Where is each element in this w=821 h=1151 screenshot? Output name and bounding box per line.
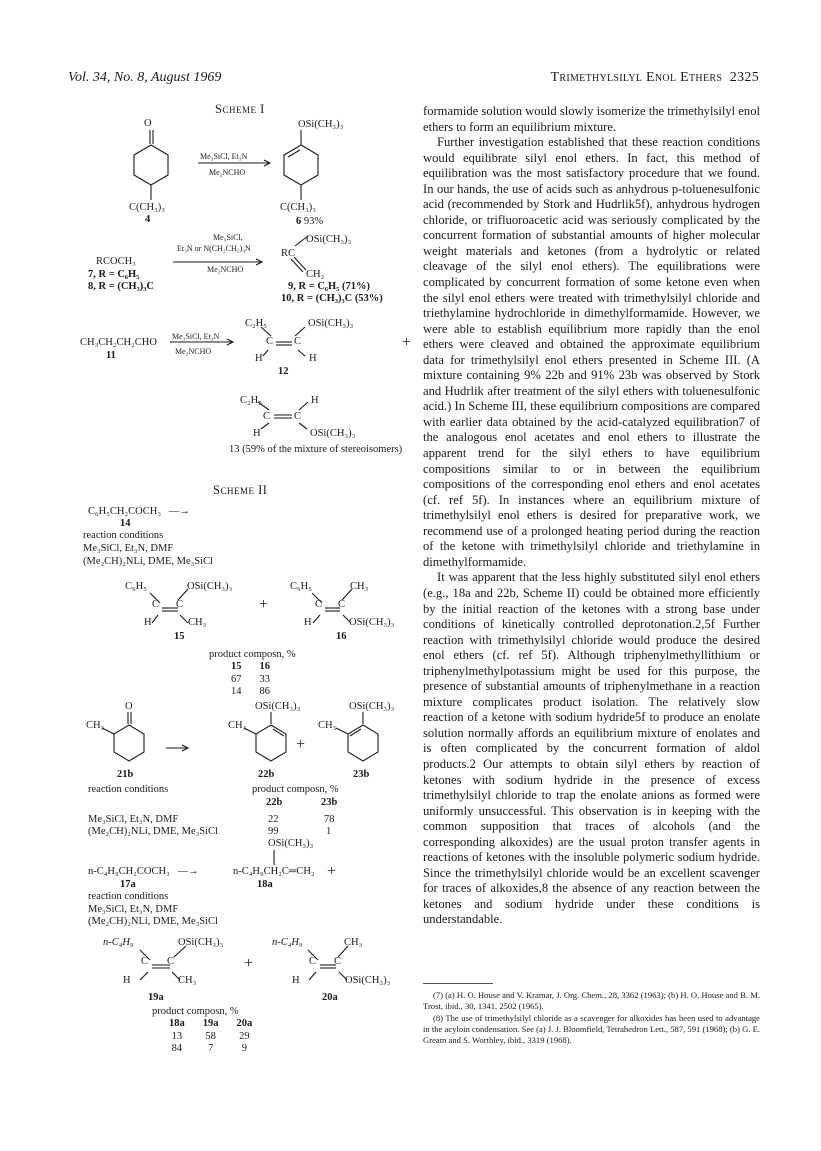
alkene-13-h-bottom: H — [253, 428, 261, 439]
table-cell: 67 — [231, 673, 242, 685]
ketone-14 — [88, 506, 190, 518]
table-cell: 29 — [239, 1030, 250, 1042]
alkene-15-carbon-2: C — [176, 599, 184, 610]
compound-14-number: 14 — [120, 518, 131, 529]
compound-6-number: 6 — [296, 216, 302, 227]
ketone-14-formula: C₆H₅CH₂COCH₃ — [88, 506, 161, 517]
enol-ether-18a-osi: OSi(CH₃)₃ — [268, 838, 314, 849]
alkene-13-osi: OSi(CH₃)₃ — [310, 428, 356, 439]
alkene-19a-h: H — [123, 975, 131, 986]
table-head-23b: 23b — [321, 797, 338, 808]
plus-sign-15-16: + — [259, 596, 269, 613]
alkene-13-h-top: H — [311, 395, 319, 406]
compound-19a-number: 19a — [148, 992, 164, 1003]
table-cell: 22 — [268, 814, 279, 825]
condition-a-2: (Me₂CH)₂NLi, DME, Me₃SiCl — [83, 556, 213, 567]
plus-sign-scheme1: + — [402, 334, 412, 351]
enol-ether-22b-osi: OSi(CH₃)₃ — [255, 701, 301, 712]
table-cell: 33 — [259, 673, 270, 685]
alkene-20a-osi: OSi(CH₃)₃ — [345, 975, 391, 986]
alkene-12-carbon-1: C — [266, 336, 274, 347]
enol-ether-18a: n-C₄H₉CH₂C═CH₂ — [233, 866, 315, 877]
table-head-cell: 19a — [202, 1018, 219, 1029]
scheme-1-reagents-3-top: Me₃SiCl, Et₃N — [172, 332, 220, 341]
table-cell: 13 — [171, 1030, 183, 1042]
alkene-19a-carbon-1: C — [141, 956, 149, 967]
composition-table-18a-19a-20a — [160, 1018, 261, 1056]
alkene-20a-h: H — [292, 975, 300, 986]
alkene-12-carbon-2: C — [294, 336, 302, 347]
reaction-conditions-heading-c: reaction conditions — [88, 891, 169, 902]
vinyl-ether-osi: OSi(CH₃)₃ — [306, 234, 352, 245]
composition-table-15-16 — [222, 661, 279, 699]
compound-4-number: 4 — [145, 214, 151, 225]
table-cell: 7 — [208, 1043, 214, 1054]
product-composition-heading-a: product composn, % — [209, 649, 296, 660]
ketone-21b-methyl: CH₃ — [86, 720, 105, 731]
compound-6-label — [296, 216, 323, 228]
compound-15-number: 15 — [174, 631, 185, 642]
condition-c-2: (Me₂CH)₂NLi, DME, Me₃SiCl — [88, 916, 218, 927]
table-cell: 9 — [241, 1043, 247, 1054]
enol-ether-6-substituent-bottom: C(CH₃)₃ — [280, 202, 316, 213]
body-paragraph-2: Further investigation established that these reaction conditions would equilibrate silyl enol ethers. In fact, this method of equilibration was the most satisfactory procedure that we found. In our hands, the use of acids such as anhydrous p-toluenesulfonic acid (recommended by Stork and Hudrlik5f), anhydrous hydrogen chloride, or trifluoroacetic acid was seriously complicated by the concurrent formation of substantial amounts of higher molecular weight materials and ketones (from a hydrolytic or related cleavage of the silyl enol ethers). The equilibrations were complicated by concurrent formation of some ketone even when the silyl enol ethers were treated with trimethylsilyl chloride and triethylamine hydrochloride in dimethylformamide. However, we were able to establish equilibrium more rapidly than the enol ethers were cleaved and obtained the approximate equilibrium data for trimethylsilyl enol ethers presented in Scheme III. (A mixture containing 9% 22b and 91% 23b was observed by Stork and Hudrlik after treatment of the silyl ethers with toluenesulfonic acid.) In Scheme III, these equilibrium compositions are compared with earlier data obtained by the acid-catalyzed equilibration7 of the analogous enol acetates and enol ethers to illustrate the apparent trend for the silyl ethers to have equilibrium compositions similar to or in between the equilibrium compositions of the corresponding enol ethers and enol acetates (cf. ref 5f). In instances where an equilibrium mixture of trimethylsilyl enol ethers is desired for preparative work, we recommend use of a prolonged heating period during the reaction of the ketone with trimethylsilyl chloride and triethylamine in dimethylformamide. — [423, 135, 760, 569]
footnote-rule — [423, 983, 493, 984]
alkene-19a-osi: OSi(CH₃)₃ — [178, 937, 224, 948]
enol-ether-23b-methyl: CH₃ — [318, 720, 337, 731]
alkene-12-ethyl: C₂H₅ — [245, 318, 267, 329]
reaction-conditions-heading-a: reaction conditions — [83, 530, 164, 541]
scheme-1-reagents-1-bottom: Me₂NCHO — [209, 168, 246, 177]
table-cell: 58 — [205, 1030, 216, 1042]
table-row — [222, 674, 279, 687]
table-head-22b: 22b — [266, 797, 283, 808]
table-head-cell: 20a — [236, 1018, 253, 1029]
body-paragraph-1: formamide solution would slowly isomerize the trimethylsilyl enol ethers to form an equilibrium mixture. — [423, 104, 760, 134]
alkene-20a-butyl: n-C₄H₉ — [272, 937, 303, 948]
product-composition-heading-c: product composn, % — [152, 1006, 239, 1017]
footnote-8: (8) The use of trimethylsilyl chloride as a scavenger for alkoxides has been used to advantage in the acyloin condensation. See (a) J. J. Bloomfield, Tetrahedron Lett., 587, 591 (1968); (b) G. E. Gream and S. Worthley, ibid., 3319 (1968). — [423, 1013, 760, 1045]
enol-ether-22b-methyl: CH₃ — [228, 720, 247, 731]
condition-b-1: Me₃SiCl, Et₃N, DMF — [88, 814, 179, 825]
table-head-cell: 18a — [169, 1018, 185, 1029]
alkene-19a-carbon-2: C — [167, 956, 175, 967]
alkene-13-ethyl: C₂H₅ — [240, 395, 262, 406]
ketone-rcoch3: RCOCH₃ — [96, 256, 136, 267]
compound-23b-number: 23b — [353, 769, 370, 780]
alkene-16-carbon-2: C — [338, 599, 346, 610]
alkene-19a-butyl: n-C₄H₉ — [103, 937, 134, 948]
table-cell: 84 — [171, 1043, 183, 1054]
compound-18a-number: 18a — [257, 879, 273, 890]
footnote-7: (7) (a) H. O. House and V. Kramar, J. Org. Chem., 28, 3362 (1963); (b) H. O. House and B. M. Trost, ibid., 30, 1341, 2502 (1965). — [423, 990, 760, 1011]
footnotes — [423, 990, 760, 1047]
alkene-16-carbon-1: C — [315, 599, 323, 610]
compound-21b-number: 21b — [117, 769, 134, 780]
condition-b-2: (Me₂CH)₂NLi, DME, Me₃SiCl — [88, 826, 218, 837]
compound-16-number: 16 — [336, 631, 347, 642]
compound-6-yield: 93% — [303, 216, 324, 227]
scheme-1-reagents-2-line3: Me₂NCHO — [207, 265, 244, 274]
running-title: Trimethylsilyl Enol Ethers — [550, 70, 723, 85]
table-cell: 14 — [231, 686, 242, 697]
alkene-16-h: H — [304, 617, 312, 628]
plus-sign-22b-23b: + — [296, 736, 306, 753]
enol-ether-23b-osi: OSi(CH₃)₃ — [349, 701, 395, 712]
alkene-15-phenyl: C₆H₅ — [125, 581, 147, 592]
scheme-1-reagents-2-line1: Me₃SiCl, — [213, 233, 243, 242]
alkene-20a-carbon-2: C — [334, 956, 342, 967]
ketone-17a — [88, 866, 199, 878]
ketone-4-substituent: C(CH₃)₃ — [129, 202, 165, 213]
scheme-1-reagents-1-top: Me₃SiCl, Et₃N — [200, 152, 248, 161]
compound-22b-number: 22b — [258, 769, 275, 780]
table-head-cell: 16 — [259, 661, 270, 672]
table-row — [160, 1031, 261, 1044]
alkene-13-carbon-1: C — [263, 411, 271, 422]
alkene-19a-methyl: CH₃ — [178, 975, 197, 986]
scheme-1-reagents-2-line2: Et₃N or N(CH₂CH₂)₃N — [177, 244, 251, 253]
compound-12-number: 12 — [278, 366, 289, 377]
condition-c-1: Me₃SiCl, Et₃N, DMF — [88, 904, 179, 915]
table-cell: 1 — [326, 826, 332, 837]
reaction-conditions-heading-b: reaction conditions — [88, 784, 169, 795]
compound-8-definition: 8, R = (CH₃)₃C — [88, 281, 154, 292]
compound-10-definition: 10, R = (CH₃)₃C (53%) — [281, 293, 383, 304]
ketone-21b-oxygen: O — [125, 701, 133, 712]
condition-a-1: Me₃SiCl, Et₃N, DMF — [83, 543, 174, 554]
table-header-row — [222, 661, 279, 674]
alkene-16-methyl: CH₃ — [350, 581, 369, 592]
compound-13-caption: 13 (59% of the mixture of stereoisomers) — [229, 444, 403, 455]
alkene-12-h-right: H — [309, 353, 317, 364]
scheme-1-reagents-3-bottom: Me₂NCHO — [175, 347, 212, 356]
alkene-12-h-left: H — [255, 353, 263, 364]
product-composition-heading-b: product composn, % — [252, 784, 339, 795]
alkene-15-methyl: CH₃ — [188, 617, 207, 628]
table-head-cell: 15 — [231, 661, 242, 672]
body-text-column — [423, 104, 760, 928]
table-cell: 86 — [259, 686, 270, 697]
running-title-header — [551, 70, 759, 86]
reaction-arrow-14: —→ — [168, 506, 190, 517]
plus-sign-18a: + — [327, 863, 337, 880]
table-cell: 99 — [268, 826, 279, 837]
compound-20a-number: 20a — [322, 992, 338, 1003]
alkene-12-osi: OSi(CH₃)₃ — [308, 318, 354, 329]
table-header-row — [160, 1018, 261, 1031]
compound-7-definition: 7, R = C₆H₅ — [88, 269, 140, 280]
table-row — [222, 686, 279, 699]
reaction-arrow-17a: —→ — [177, 866, 199, 877]
body-paragraph-3: It was apparent that the less highly substituted silyl enol ethers (e.g., 18a and 22b, Scheme II) could be obtained more efficiently by the initial reaction of the ketones with a strong base under conditions of kinetically controlled deprotonation.2,5f Further reaction with trimethylsilyl chloride would produce the desired enol ethers (cf. ref 5f). Although triphenylmethyllithium or triphenylmethylpotassium might be used for this purpose, the presence of substantial amounts of triphenylmethane in a reaction mixture complicates product isolation. The relatively slow reaction of a ketone with sodium hydride5f to produce an enolate solution normally affords an equilibrium mixture of enolates and is often complicated by the concurrent formation of aldol products.2 Our attempts to obtain silyl ethers by reaction of ketones with sodium hydride in the presence of excess trimethylsilyl chloride to trap the enolate anions as formed were uniformly unsuccessful. This observation is in keeping with the common supposition that traces of alcohols (and the corresponding alkoxides) are the usual proton transfer agents in reactions of ketones with the insoluble polymeric sodium hydride. Since the trimethylsilyl chloride would be an excellent scavenger for traces of alkoxides,8 the absence of any reaction between the ketones and sodium hydride under these conditions is understandable. — [423, 570, 760, 927]
scheme-1-title: Scheme I — [215, 102, 265, 116]
alkene-15-h: H — [144, 617, 152, 628]
alkene-15-osi: OSi(CH₃)₃ — [187, 581, 233, 592]
alkene-16-phenyl: C₆H₅ — [290, 581, 312, 592]
vinyl-ether-ch2: CH₂ — [306, 269, 325, 280]
table-cell: 78 — [324, 814, 335, 825]
scheme-2-title: Scheme II — [213, 483, 268, 497]
alkene-20a-methyl: CH₃ — [344, 937, 363, 948]
compound-17a-number: 17a — [120, 879, 136, 890]
butanal-11: CH₃CH₂CH₂CHO — [80, 337, 157, 348]
compound-11-number: 11 — [106, 350, 116, 361]
table-row — [160, 1043, 261, 1056]
plus-sign-19a-20a: + — [244, 955, 254, 972]
alkene-13-carbon-2: C — [294, 411, 302, 422]
vinyl-ether-rc: RC — [281, 248, 296, 259]
compound-9-definition: 9, R = C₆H₅ (71%) — [288, 281, 370, 292]
page-number: 2325 — [729, 70, 759, 85]
alkene-20a-carbon-1: C — [309, 956, 317, 967]
enol-ether-6-substituent-top: OSi(CH₃)₃ — [298, 119, 344, 130]
ketone-17a-formula: n-C₄H₉CH₂COCH₃ — [88, 866, 170, 877]
journal-volume-header: Vol. 34, No. 8, August 1969 — [68, 70, 222, 85]
alkene-16-osi: OSi(CH₃)₃ — [349, 617, 395, 628]
alkene-15-carbon-1: C — [152, 599, 160, 610]
ketone-4-oxygen: O — [144, 118, 152, 129]
